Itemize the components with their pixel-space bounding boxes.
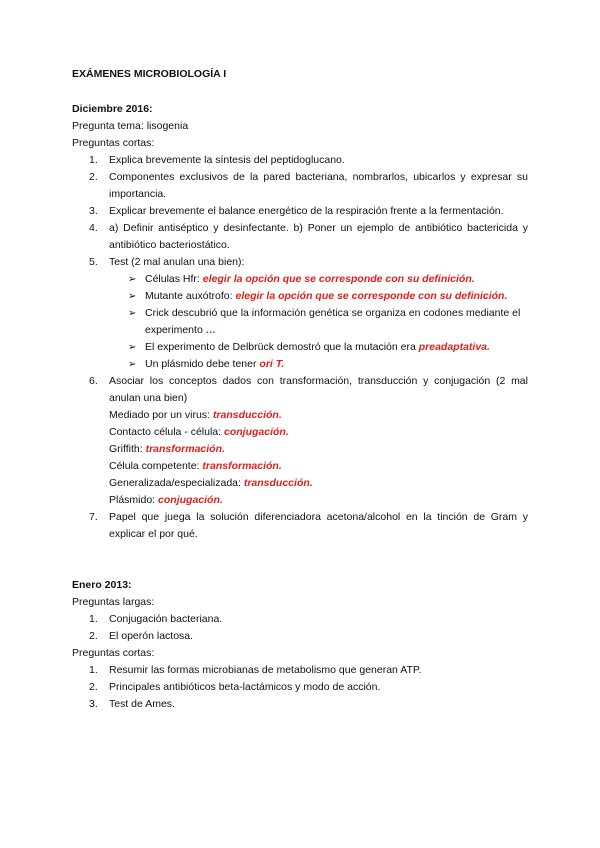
question-text: a) Definir antiséptico y desinfectante. b) Poner un ejemplo de antibiótico bactericida y antibiótico bacteriostático. bbox=[109, 222, 528, 251]
question-text: Explicar brevemente el balance energético de la respiración frente a la fermentación. bbox=[109, 205, 504, 217]
list-item bbox=[72, 169, 528, 203]
list-item bbox=[72, 696, 528, 713]
arrow-bullet-icon: ➢ bbox=[128, 342, 137, 353]
question-text: Conjugación bacteriana. bbox=[109, 613, 223, 625]
list-number: 1. bbox=[89, 613, 98, 625]
list-number: 1. bbox=[89, 664, 98, 676]
long-questions-list bbox=[72, 611, 528, 645]
bullet-label: El experimento de Delbrück demostró que la mutación era bbox=[145, 341, 419, 353]
question-text: Explica brevemente la síntesis del peptidoglucano. bbox=[109, 154, 345, 166]
association-pair bbox=[72, 492, 528, 509]
short-questions-label: Preguntas cortas: bbox=[72, 137, 155, 149]
association-pair bbox=[72, 424, 528, 441]
bullet-item bbox=[72, 356, 528, 373]
association-pair bbox=[72, 475, 528, 492]
pair-label: Griffith: bbox=[109, 443, 146, 455]
answer-text: transformación. bbox=[145, 443, 225, 455]
list-item bbox=[72, 611, 528, 628]
question-text: El operón lactosa. bbox=[109, 630, 194, 642]
list-number: 7. bbox=[89, 511, 98, 523]
pair-label: Mediado por un virus: bbox=[109, 409, 213, 421]
section-diciembre-2016 bbox=[72, 101, 528, 543]
pair-label: Plásmido: bbox=[109, 494, 159, 506]
document-page bbox=[72, 66, 528, 713]
list-item bbox=[72, 679, 528, 696]
list-number: 4. bbox=[89, 222, 98, 234]
association-pair bbox=[72, 458, 528, 475]
question-text: Test de Ames. bbox=[109, 698, 175, 710]
answer-text: preadaptativa. bbox=[418, 341, 490, 353]
section-heading: Enero 2013: bbox=[72, 579, 132, 591]
answer-text: transducción. bbox=[212, 409, 282, 421]
list-number: 5. bbox=[89, 256, 98, 268]
bullet-label: Crick descubrió que la información genética se organiza en codones mediante el experimento bbox=[145, 307, 521, 336]
long-questions-label: Preguntas largas: bbox=[72, 596, 155, 608]
list-number: 3. bbox=[89, 205, 98, 217]
bullet-label: Células Hfr: bbox=[145, 273, 203, 285]
arrow-bullet-icon: ➢ bbox=[128, 308, 137, 319]
association-pair bbox=[72, 407, 528, 424]
list-number: 3. bbox=[89, 698, 98, 710]
short-questions-list bbox=[72, 662, 528, 713]
section-heading: Diciembre 2016: bbox=[72, 103, 153, 115]
list-number: 2. bbox=[89, 171, 98, 183]
arrow-bullet-icon: ➢ bbox=[128, 291, 137, 302]
section-enero-2013 bbox=[72, 577, 528, 713]
association-pair bbox=[72, 441, 528, 458]
pair-label: Célula competente: bbox=[109, 460, 203, 472]
arrow-bullet-icon: ➢ bbox=[128, 359, 137, 370]
question-text: Principales antibióticos beta-lactámicos y modo de acción. bbox=[109, 681, 381, 693]
list-item bbox=[72, 254, 528, 271]
list-item bbox=[72, 203, 528, 220]
list-item bbox=[72, 628, 528, 645]
list-item bbox=[72, 662, 528, 679]
answer-text: transducción. bbox=[243, 477, 313, 489]
list-item bbox=[72, 152, 528, 169]
question-text: Componentes exclusivos de la pared bacteriana, nombrarlos, ubicarlos y expresar su importancia. bbox=[109, 171, 528, 200]
question-text: Papel que juega la solución diferenciadora acetona/alcohol en la tinción de Gram y explicar el por qué. bbox=[109, 511, 528, 540]
test-bullets bbox=[72, 271, 528, 373]
topic-question: Pregunta tema: lisogenia bbox=[72, 120, 189, 132]
short-questions-list bbox=[72, 152, 528, 271]
bullet-item bbox=[72, 271, 528, 288]
bullet-item bbox=[72, 305, 528, 339]
answer-text: elegir la opción que se corresponde con su definición. bbox=[202, 273, 475, 285]
association-pairs bbox=[72, 407, 528, 509]
bullet-label: Mutante auxótrofo: bbox=[145, 290, 236, 302]
answer-text: ori T. bbox=[259, 358, 285, 370]
list-number: 6. bbox=[89, 375, 98, 387]
short-questions-list-final bbox=[72, 509, 528, 543]
answer-text: conjugación. bbox=[158, 494, 223, 506]
list-number: 2. bbox=[89, 630, 98, 642]
list-item bbox=[72, 373, 528, 407]
document-title: EXÁMENES MICROBIOLOGÍA I bbox=[72, 68, 227, 80]
arrow-bullet-icon: ➢ bbox=[128, 274, 137, 285]
list-number: 1. bbox=[89, 154, 98, 166]
question-text: Test (2 mal anulan una bien): bbox=[109, 256, 245, 268]
question-text: Asociar los conceptos dados con transformación, transducción y conjugación (2 mal anulan una bien) bbox=[109, 375, 528, 404]
bullet-label: Un plásmido debe tener bbox=[145, 358, 260, 370]
list-item bbox=[72, 220, 528, 254]
short-questions-list-continued bbox=[72, 373, 528, 407]
short-questions-label: Preguntas cortas: bbox=[72, 647, 155, 659]
list-number: 2. bbox=[89, 681, 98, 693]
list-item bbox=[72, 509, 528, 543]
pair-label: Generalizada/especializada: bbox=[109, 477, 244, 489]
bullet-item bbox=[72, 288, 528, 305]
section-spacer bbox=[72, 543, 528, 577]
bullet-item bbox=[72, 339, 528, 356]
answer-text: elegir la opción que se corresponde con su definición. bbox=[235, 290, 508, 302]
question-text: Resumir las formas microbianas de metabolismo que generan ATP. bbox=[109, 664, 422, 676]
answer-text: transformación. bbox=[202, 460, 282, 472]
pair-label: Contacto célula - célula: bbox=[109, 426, 224, 438]
answer-text: conjugación. bbox=[223, 426, 289, 438]
answer-text: … bbox=[205, 324, 217, 336]
